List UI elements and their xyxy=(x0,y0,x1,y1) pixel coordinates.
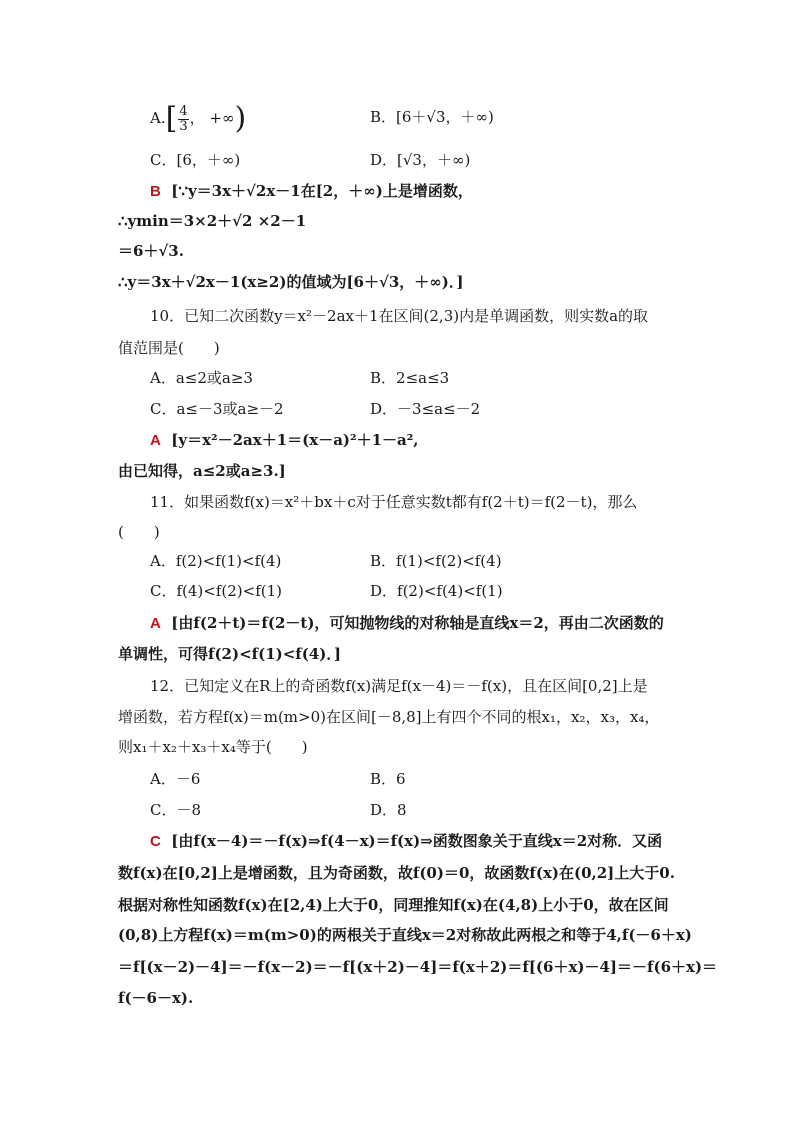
q9-option-a-left-bracket: [ xyxy=(165,101,178,136)
q9-option-b: B．[6＋√3，＋∞) xyxy=(370,108,494,126)
q9-solution-text-1: [∵y＝3x＋√2x－1在[2，＋∞)上是增函数， xyxy=(171,182,473,200)
q12-solution-line-2: 数f(x)在[0,2]上是增函数，且为奇函数，故f(0)＝0，故函数f(x)在(0,2]上大于0. xyxy=(118,864,675,882)
q10-solution-line-2: 由已知得，a≤2或a≥3.] xyxy=(118,462,286,480)
q11-solution-text-1: [由f(2＋t)＝f(2－t)，可知抛物线的对称轴是直线x＝2，再由二次函数的 xyxy=(171,614,664,632)
q12-option-c: C．－8 xyxy=(150,801,202,819)
q10-stem-line-2: 值范围是( ) xyxy=(118,339,220,357)
q9-answer-letter: B xyxy=(150,183,161,200)
q9-option-c: C．[6，＋∞) xyxy=(150,151,241,169)
q11-option-a: A．f(2)<f(1)<f(4) xyxy=(150,552,282,570)
q9-solution-line-1 xyxy=(150,180,473,203)
q11-stem-line-2: ( ) xyxy=(118,523,160,541)
q12-solution-line-4: (0,8)上方程f(x)＝m(m>0)的两根关于直线x＝2对称故此两根之和等于4,f(－6＋x) xyxy=(118,926,692,944)
q12-answer-letter: C xyxy=(150,833,161,850)
q12-solution-line-5: ＝f[(x－2)－4]＝－f(x－2)＝－f[(x＋2)－4]＝f(x＋2)＝f[(6＋x)－4]＝－f(6＋x)＝ xyxy=(118,958,718,976)
q10-answer-letter: A xyxy=(150,432,161,449)
q12-solution-line-6: f(－6－x). xyxy=(118,989,194,1007)
q10-option-d: D．－3≤a≤－2 xyxy=(370,400,481,418)
q11-solution-line-2: 单调性，可得f(2)<f(1)<f(4)．] xyxy=(118,645,341,663)
q12-solution-text-1: [由f(x－4)＝－f(x)⇒f(4－x)＝f(x)⇒函数图象关于直线x＝2对称．又函 xyxy=(171,832,663,850)
q12-solution-line-3: 根据对称性知函数f(x)在[2,4)上大于0，同理推知f(x)在(4,8)上小于0，故在区间 xyxy=(118,896,669,914)
q10-solution-text-1: [y＝x²－2ax＋1＝(x－a)²＋1－a², xyxy=(171,431,419,449)
q11-option-b: B．f(1)<f(2)<f(4) xyxy=(370,552,502,570)
q12-option-a: A．－6 xyxy=(150,770,201,788)
q12-solution-line-1 xyxy=(150,830,662,853)
q9-solution-line-2: ∴ymin＝3×2＋√2 ×2－1 xyxy=(118,212,307,230)
q12-option-d: D．8 xyxy=(370,801,407,819)
q12-option-b: B．6 xyxy=(370,770,406,788)
q9-option-d: D．[√3，＋∞) xyxy=(370,151,471,169)
q11-option-d: D．f(2)<f(4)<f(1) xyxy=(370,582,503,600)
q10-option-a: A．a≤2或a≥3 xyxy=(150,369,253,387)
q11-option-c: C．f(4)<f(2)<f(1) xyxy=(150,582,283,600)
q10-option-b: B．2≤a≤3 xyxy=(370,369,450,387)
q11-stem-line-1: 11．如果函数f(x)＝x²＋bx＋c对于任意实数t都有f(2＋t)＝f(2－t)，那么 xyxy=(150,493,638,511)
q9-option-a-denominator: 3 xyxy=(179,118,188,134)
q10-solution-line-1 xyxy=(150,429,419,452)
q9-option-a xyxy=(150,103,246,134)
q9-option-a-fraction xyxy=(178,105,188,134)
q11-solution-line-1 xyxy=(150,612,664,635)
q12-stem-line-1: 12．已知定义在R上的奇函数f(x)满足f(x－4)＝－f(x)，且在区间[0,2]上是 xyxy=(150,677,648,695)
q10-stem-line-1: 10．已知二次函数y＝x²－2ax＋1在区间(2,3)内是单调函数，则实数a的取 xyxy=(150,307,649,325)
q11-answer-letter: A xyxy=(150,615,161,632)
q10-option-c: C．a≤－3或a≥－2 xyxy=(150,400,284,418)
q9-solution-line-4: ∴y＝3x＋√2x－1(x≥2)的值域为[6＋√3，＋∞)．] xyxy=(118,273,464,291)
q9-option-a-right-paren: ) xyxy=(234,101,247,136)
q12-stem-line-3: 则x₁＋x₂＋x₃＋x₄等于( ) xyxy=(118,738,308,756)
q9-solution-line-3: ＝6＋√3. xyxy=(118,242,184,260)
q9-option-a-numerator: 4 xyxy=(179,103,188,119)
q9-option-a-label: A. xyxy=(150,109,166,127)
q12-stem-line-2: 增函数，若方程f(x)＝m(m>0)在区间[－8,8]上有四个不同的根x₁，x₂，x₃，x₄， xyxy=(118,708,660,726)
q9-option-a-tail: ， +∞ xyxy=(189,109,235,127)
